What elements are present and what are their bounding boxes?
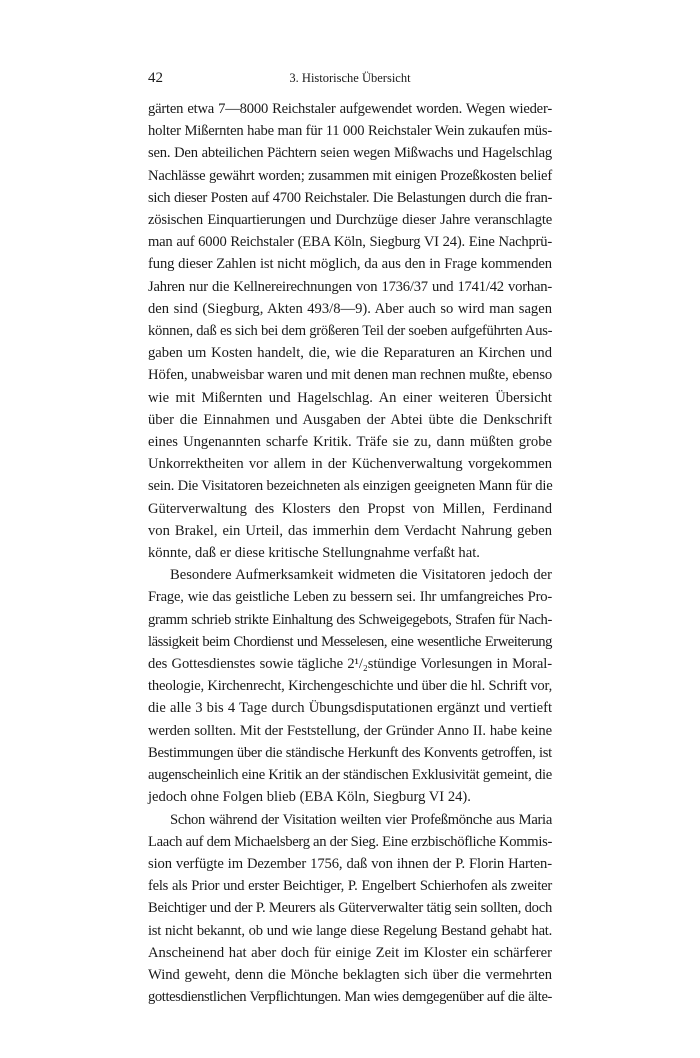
text-line: Besondere Aufmerksamkeit widmeten die Visitatoren jedoch der [170,567,552,584]
text-line: Jahren nur die Kellnereirechnungen von 1736/37 und 1741/42 vorhan- [148,278,552,295]
text-line: zösischen Einquartierungen und Durchzüge dieser Jahre veranschlagte [148,212,552,229]
text-line: gaben um Kosten handelt, die, wie die Reparaturen an Kirchen und [148,345,552,362]
text-line: gramm schrieb strikte Einhaltung des Schweigegebots, Strafen für Nach- [148,611,552,628]
text-line: können, daß es sich bei dem größeren Teil der soeben aufgeführten Aus- [148,323,553,340]
text-line: sich dieser Posten auf 4700 Reichstaler. Die Belastungen durch die fran- [148,189,552,206]
text-line: augenscheinlich eine Kritik an der ständischen Exklusivität gemeint, die [148,767,552,784]
text-line: eines Ungenannten scharfe Kritik. Träfe sie zu, dann müßten grobe [148,434,552,451]
text-line: Nachlässe gewährt worden; zusammen mit einigen Prozeßkosten belief [148,167,552,184]
text-line: Beichtiger und der P. Meurers als Güterverwalter tätig sein sollten, doch [148,900,552,917]
text-line: über die Einnahmen und Ausgaben der Abtei übte die Denkschrift [148,411,552,428]
text-line: Bestimmungen über die ständische Herkunft des Konvents getroffen, ist [148,744,552,761]
text-line: lässigkeit beim Chordienst und Messelesen, eine wesentliche Erweiterung [148,633,552,650]
text-line: könnte, daß er diese kritische Stellungnahme verfaßt hat. [148,545,480,562]
page-number: 42 [148,70,163,86]
text-line: jedoch ohne Folgen blieb (EBA Köln, Siegburg VI 24). [148,789,471,806]
text-line: Höfen, unabweisbar waren und mit denen man rechnen mußte, ebenso [148,367,553,384]
text-line: Frage, wie das geistliche Leben zu bessern sei. Ihr umfangreiches Pro- [148,589,552,606]
text-line: fels als Prior und erster Beichtiger, P. Engelbert Schierhofen als zweiter [148,878,552,895]
text-line: theologie, Kirchenrecht, Kirchengeschichte und über die hl. Schrift vor, [148,678,553,695]
text-line: gärten etwa 7—8000 Reichstaler aufgewendet worden. Wegen wieder- [148,101,552,117]
text-line: gottesdienstlichen Verpflichtungen. Man wies demgegenüber auf die älte- [148,989,552,1006]
body-text [148,98,552,1008]
text-line: ist nicht bekannt, ob und wie lange diese Regelung Bestand gehabt hat. [148,922,552,939]
text-line: Schon während der Visitation weilten vier Profeßmönche aus Maria [170,811,552,828]
running-title: 3. Historische Übersicht [289,71,411,85]
text-line: Laach auf dem Michaelsberg an der Sieg. Eine erzbischöfliche Kommis- [148,833,553,850]
text-line: werden sollten. Mit der Feststellung, der Gründer Anno II. habe keine [148,722,552,739]
text-line: von Brakel, ein Urteil, das immerhin dem Verdacht Nahrung geben [148,522,552,539]
text-line: des Gottesdienstes sowie tägliche 2¹/₂stündige Vorlesungen in Moral- [148,656,552,673]
text-line: sen. Den abteilichen Pächtern seien wegen Mißwachs und Hagelschlag [148,145,552,162]
text-line: Anscheinend hat aber doch für einige Zeit im Kloster ein schärferer [148,944,552,961]
text-line: die alle 3 bis 4 Tage durch Übungsdisputationen ergänzt und vertieft [148,700,552,717]
text-line: holter Mißernten habe man für 11 000 Reichstaler Wein zukaufen müs- [148,123,552,140]
text-line: sein. Die Visitatoren bezeichneten als einzigen geeigneten Mann für die [148,478,553,495]
text-line: sion verfügte im Dezember 1756, daß von ihnen der P. Florin Harten- [148,855,552,872]
text-line: wie mit Mißernten und Hagelschlag. An einer weiteren Übersicht [148,389,552,406]
text-line: fung dieser Zahlen ist nicht möglich, da aus den in Frage kommenden [148,256,552,273]
text-line: Güterverwaltung des Klosters den Propst von Millen, Ferdinand [148,500,552,517]
text-line: den sind (Siegburg, Akten 493/8—9). Aber auch so wird man sagen [148,300,552,317]
text-line: Wind geweht, denn die Mönche beklagten sich über die vermehrten [148,966,552,983]
text-line: Unkorrektheiten vor allem in der Küchenverwaltung vorgekommen [148,456,552,473]
text-line: man auf 6000 Reichstaler (EBA Köln, Siegburg VI 24). Eine Nachprü- [148,234,552,251]
page-header [148,70,552,94]
